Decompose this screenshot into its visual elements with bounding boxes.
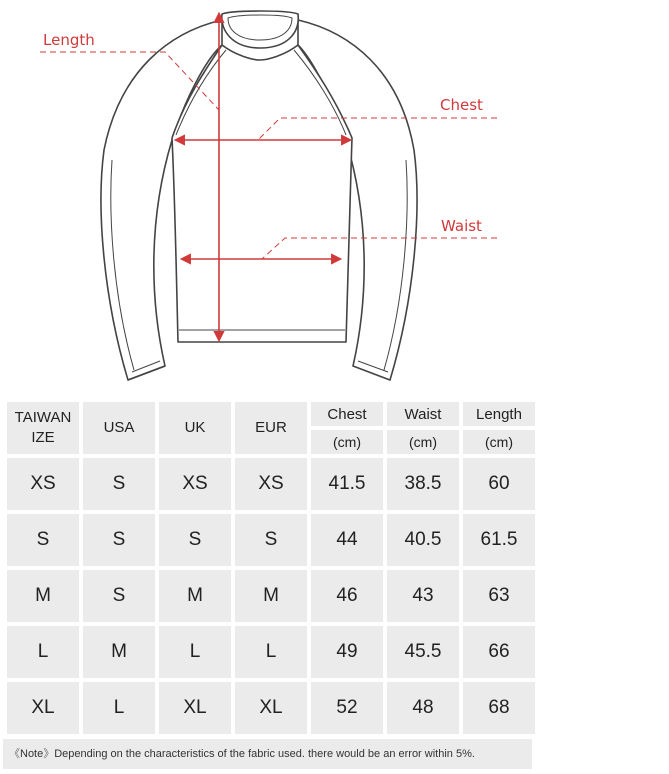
- cell-length: 61.5: [463, 514, 535, 566]
- header-eur: EUR: [235, 402, 307, 454]
- cell-chest: 41.5: [311, 458, 383, 510]
- header-length: Length: [463, 402, 535, 426]
- cell-chest: 49: [311, 626, 383, 678]
- cell-uk: L: [159, 626, 231, 678]
- cell-chest: 46: [311, 570, 383, 622]
- cell-usa: S: [83, 514, 155, 566]
- waist-label: Waist: [441, 217, 482, 235]
- header-row: [7, 402, 535, 426]
- cell-eur: M: [235, 570, 307, 622]
- cell-eur: XS: [235, 458, 307, 510]
- size-chart-table: [3, 398, 539, 738]
- header-waist-unit: (cm): [387, 430, 459, 454]
- cell-eur: L: [235, 626, 307, 678]
- cell-taiwan: XS: [7, 458, 79, 510]
- cell-waist: 43: [387, 570, 459, 622]
- cell-waist: 38.5: [387, 458, 459, 510]
- table-row: [7, 458, 535, 510]
- long-sleeve-shirt-outline: [101, 11, 417, 380]
- table-row: [7, 626, 535, 678]
- cell-usa: M: [83, 626, 155, 678]
- header-length-unit: (cm): [463, 430, 535, 454]
- length-label: Length: [43, 31, 95, 49]
- header-taiwan-size: TAIWAN IZE: [7, 402, 79, 454]
- cell-length: 60: [463, 458, 535, 510]
- cell-uk: M: [159, 570, 231, 622]
- cell-taiwan: M: [7, 570, 79, 622]
- cell-eur: XL: [235, 682, 307, 734]
- cell-taiwan: L: [7, 626, 79, 678]
- header-chest: Chest: [311, 402, 383, 426]
- cell-length: 63: [463, 570, 535, 622]
- header-usa: USA: [83, 402, 155, 454]
- cell-eur: S: [235, 514, 307, 566]
- table-row: [7, 682, 535, 734]
- header-uk: UK: [159, 402, 231, 454]
- cell-usa: S: [83, 458, 155, 510]
- tolerance-note: 《Note》Depending on the characteristics of the fabric used. there would be an error within 5%.: [3, 739, 532, 769]
- cell-taiwan: S: [7, 514, 79, 566]
- cell-length: 68: [463, 682, 535, 734]
- cell-waist: 40.5: [387, 514, 459, 566]
- cell-usa: L: [83, 682, 155, 734]
- table-row: [7, 570, 535, 622]
- cell-chest: 52: [311, 682, 383, 734]
- header-chest-unit: (cm): [311, 430, 383, 454]
- cell-chest: 44: [311, 514, 383, 566]
- chest-label: Chest: [440, 96, 483, 114]
- header-waist: Waist: [387, 402, 459, 426]
- table-row: [7, 514, 535, 566]
- cell-waist: 48: [387, 682, 459, 734]
- cell-uk: S: [159, 514, 231, 566]
- cell-taiwan: XL: [7, 682, 79, 734]
- cell-usa: S: [83, 570, 155, 622]
- cell-uk: XS: [159, 458, 231, 510]
- cell-uk: XL: [159, 682, 231, 734]
- cell-waist: 45.5: [387, 626, 459, 678]
- cell-length: 66: [463, 626, 535, 678]
